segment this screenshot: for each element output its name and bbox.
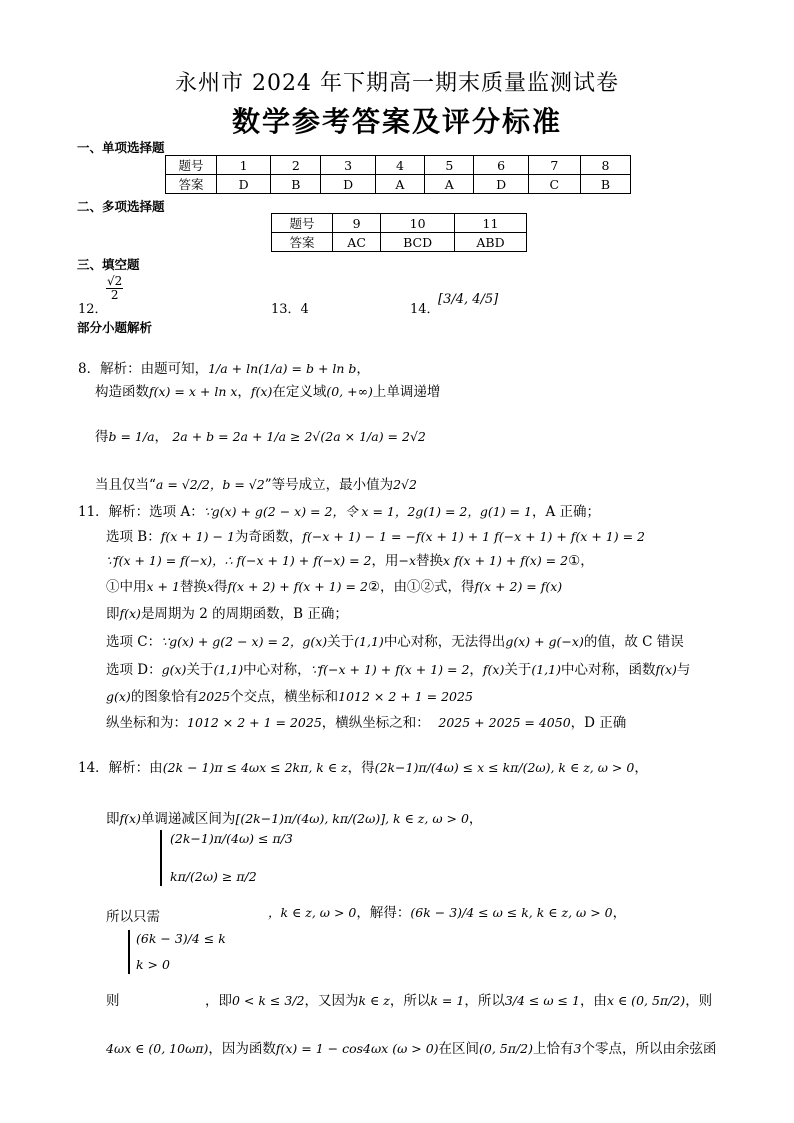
p11-text: 替换	[416, 553, 444, 569]
p14-text: ，所以	[389, 993, 431, 1009]
p14-text: 单调递减区间为	[140, 811, 236, 827]
section-fill-blank-heading: 三、填空题	[77, 257, 140, 272]
section-multi-choice-heading: 二、多项选择题	[77, 199, 165, 214]
p11-text: 中心对称，	[243, 662, 311, 678]
p11-text: 为奇函数，	[234, 529, 303, 545]
q13-answer: 13．4	[271, 302, 309, 317]
q14-answer: [3/4, 4/5]	[438, 292, 499, 307]
p11-math: f(x)	[119, 606, 141, 621]
p14-line-5	[106, 1040, 716, 1058]
p14-math: x ∈ (0, 5π/2)	[606, 993, 686, 1008]
p11-text: 中心对称，无法得出	[383, 634, 506, 650]
p14-system-2	[128, 930, 226, 974]
p14-text: ，	[612, 905, 627, 921]
table-row	[272, 233, 527, 252]
table-cell: 1	[217, 156, 271, 175]
q12-denominator: 2	[110, 288, 119, 302]
table-cell: A	[425, 175, 474, 194]
p14-math: ，k ∈ z, ω > 0	[268, 905, 357, 920]
table-cell: D	[321, 175, 375, 194]
p14-math: 3	[573, 1041, 582, 1056]
p11-text: ①，	[568, 553, 594, 569]
p11-text: ，A 正确；	[531, 504, 601, 520]
p8-math: 2a + b = 2a + 1/a ≥ 2√(2a × 1/a) = 2√2	[172, 429, 426, 444]
table-row	[166, 156, 631, 175]
p8-line-4	[95, 476, 417, 494]
p14-math: 3/4 ≤ ω ≤ 1	[504, 993, 580, 1008]
p8-line-2	[95, 383, 440, 401]
p11-line-7	[106, 661, 690, 679]
multi-choice-table	[271, 213, 527, 252]
row-label-answer: 答案	[166, 175, 217, 194]
p8-text: 在定义域	[272, 384, 327, 400]
p14-text: ，即	[205, 993, 232, 1009]
section-single-choice-heading: 一、单项选择题	[77, 140, 165, 155]
p14-text: ，因为函数	[208, 1041, 276, 1057]
single-choice-table	[165, 155, 631, 194]
p14-line-1	[78, 759, 648, 777]
row-label-question: 题号	[166, 156, 217, 175]
table-cell: 7	[528, 156, 580, 175]
p14-system-1	[160, 830, 293, 886]
table-cell: 6	[474, 156, 528, 175]
exam-title: 永州市 2024 年下期高一期末质量监测试卷	[175, 71, 619, 96]
table-row	[166, 175, 631, 194]
p14-math: k > 0	[136, 957, 170, 972]
p14-text: 14．解析：由	[78, 760, 163, 776]
p8-text: 当且仅当“	[95, 477, 156, 493]
p14-math: f(x)	[119, 811, 141, 826]
p11-math: x + 1	[146, 579, 180, 594]
p11-line-4	[106, 578, 562, 596]
p14-line-3b	[268, 904, 626, 922]
p8-line-3	[95, 428, 426, 446]
p11-line-1	[78, 503, 600, 521]
q12-numerator: √2	[107, 274, 123, 288]
p8-math: f(x) = x + ln x	[149, 384, 238, 399]
p11-text: ，横纵坐标之和：	[321, 715, 430, 731]
p8-text: ，	[356, 361, 370, 377]
table-cell: D	[474, 175, 528, 194]
p14-text: ，得	[347, 760, 375, 776]
p11-line-2	[106, 528, 645, 546]
p11-text: 选项 D：	[106, 662, 162, 678]
p11-math: ∵g(x) + g(2 − x) = 2，令 x = 1，2g(1) = 2，g(1) = 1	[203, 504, 532, 519]
p11-text: 即	[106, 606, 120, 622]
table-cell: 5	[425, 156, 474, 175]
p11-line-9	[106, 714, 626, 732]
p14-math: (6k − 3)/4 ≤ k	[136, 931, 226, 946]
table-cell: 3	[321, 156, 375, 175]
p11-math: 1012 × 2 + 1 = 2025	[187, 715, 322, 730]
p11-text: 中心对称，函数	[560, 662, 656, 678]
p8-text: 得	[95, 429, 109, 445]
p14-math: kπ/(2ω) ≥ π/2	[170, 869, 257, 884]
p14-line-4	[106, 992, 120, 1010]
p11-text: ，用	[371, 553, 399, 569]
p11-math: 1012 × 2 + 1 = 2025	[338, 689, 473, 704]
p11-line-6	[106, 633, 684, 651]
p11-math: ∵g(x) + g(2 − x) = 2，g(x)	[161, 634, 328, 649]
p11-math: (1,1)	[531, 662, 561, 677]
p11-text: 选项 B：	[106, 529, 161, 545]
p8-math: 1/a + ln(1/a) = b + ln b	[208, 361, 357, 376]
p14-math: k ∈ z	[358, 993, 390, 1008]
table-cell: ABD	[455, 233, 527, 252]
p11-math: (1,1)	[354, 634, 384, 649]
table-cell: 4	[375, 156, 424, 175]
p11-text: ，	[469, 662, 483, 678]
p11-math: f(x)	[655, 662, 677, 677]
p11-text: 替换	[179, 579, 207, 595]
p8-math: f(x)	[250, 384, 273, 399]
p11-text: 关于	[186, 662, 214, 678]
partial-solutions-heading: 部分小题解析	[77, 320, 153, 335]
table-cell: 9	[333, 214, 381, 233]
p14-text: ，由	[579, 993, 607, 1009]
p11-text: 关于	[327, 634, 355, 650]
q12-answer	[106, 275, 123, 302]
p11-math: ∵f(−x + 1) + f(x + 1) = 2	[310, 662, 470, 677]
p14-math: k = 1	[430, 993, 465, 1008]
p14-text: 即	[106, 811, 120, 827]
p11-math: g(x)	[161, 662, 187, 677]
p14-text: 则	[106, 993, 120, 1009]
p11-text: 是周期为 2 的周期函数，B 正确；	[140, 606, 348, 622]
p11-math: x	[206, 579, 214, 594]
p11-math: g(x)	[106, 689, 131, 704]
p14-line-2	[106, 810, 482, 828]
p14-math: (6k − 3)/4 ≤ ω ≤ k, k ∈ z, ω > 0	[410, 905, 613, 920]
p14-line-3	[106, 908, 160, 926]
table-cell: D	[217, 175, 271, 194]
p14-text: ，	[634, 760, 648, 776]
p11-text: 个交点，横坐标和	[230, 689, 339, 705]
table-cell: 2	[271, 156, 321, 175]
p11-text: 11．解析：选项 A：	[78, 504, 204, 520]
p14-text: 在区间	[438, 1041, 480, 1057]
p14-math: (2k − 1)π ≤ 4ωx ≤ 2kπ, k ∈ z	[162, 760, 348, 775]
p14-math: (2k−1)π/(4ω) ≤ π/3	[170, 831, 293, 846]
p11-text: ，D 正确	[570, 715, 627, 731]
p8-text: 构造函数	[95, 384, 149, 400]
p8-math: 2√2	[393, 477, 417, 492]
p14-line-4b	[205, 992, 712, 1010]
table-cell: AC	[333, 233, 381, 252]
answer-title: 数学参考答案及评分标准	[231, 105, 562, 138]
row-label-question: 题号	[272, 214, 333, 233]
p11-text: 得	[214, 579, 228, 595]
p11-math: −x	[398, 553, 417, 568]
p8-math: (0, +∞)	[326, 384, 373, 399]
p11-math: f(x + 1) − 1	[160, 529, 235, 544]
p11-text: ②，由①②式，得	[367, 579, 475, 595]
table-cell: 10	[381, 214, 455, 233]
p14-text: ，所以	[464, 993, 505, 1009]
p8-text: ，	[237, 384, 251, 400]
p14-math: (0, 5π/2)	[479, 1041, 534, 1056]
p14-math: [(2k−1)π/(4ω), kπ/(2ω)], k ∈ z, ω > 0	[235, 811, 469, 826]
row-label-answer: 答案	[272, 233, 333, 252]
p8-math: a = √2/2，b = √2	[155, 477, 265, 492]
p14-text: ，	[468, 811, 483, 827]
p8-line-1	[78, 360, 370, 378]
p11-math: f(x + 2) + f(x + 1) = 2	[227, 579, 368, 594]
table-cell: A	[375, 175, 424, 194]
p11-text: 纵坐标和为：	[106, 715, 187, 731]
p8-text: 上单调递增	[372, 384, 441, 400]
q12-label: 12．	[78, 302, 108, 317]
p11-text: 的值，故 C 错误	[583, 634, 684, 650]
p11-math: f(x + 2) = f(x)	[474, 579, 563, 594]
table-cell: C	[528, 175, 580, 194]
p14-math: f(x) = 1 − cos4ωx (ω > 0)	[275, 1041, 439, 1056]
table-cell: B	[271, 175, 321, 194]
p14-math: 4ωx ∈ (0, 10ωπ)	[106, 1041, 209, 1056]
p11-math: g(x) + g(−x)	[505, 634, 584, 649]
p11-math: f(−x + 1) − 1 = −f(x + 1) + 1 f(−x + 1) + f(x + 1) = 2	[302, 529, 645, 544]
p11-text: 关于	[504, 662, 532, 678]
p11-math: f(x)	[482, 662, 505, 677]
p11-line-3	[106, 552, 594, 570]
p14-math: (2k−1)π/(4ω) ≤ x ≤ kπ/(2ω), k ∈ z, ω > 0	[374, 760, 635, 775]
table-cell: BCD	[381, 233, 455, 252]
p14-text: 上恰有	[533, 1041, 574, 1057]
p11-math: (1,1)	[213, 662, 244, 677]
table-cell: 11	[455, 214, 527, 233]
p14-text: ，则	[685, 993, 713, 1009]
q14-label: 14．	[410, 302, 440, 317]
p11-math: 2025 + 2025 = 4050	[438, 715, 571, 730]
p11-text: 的图象恰有	[130, 689, 199, 705]
p11-math: ，∴ f(−x + 1) + f(−x) = 2	[212, 553, 372, 568]
p11-math: x f(x + 1) + f(x) = 2	[443, 553, 569, 568]
p8-math: b = 1/a	[108, 429, 155, 444]
p14-text: 所以只需	[106, 909, 160, 925]
p14-math: 0 < k ≤ 3/2	[232, 993, 305, 1008]
table-cell: B	[580, 175, 630, 194]
p11-line-8	[106, 688, 473, 706]
p8-text: ，	[154, 429, 169, 445]
p14-text: ，又因为	[304, 993, 359, 1009]
p11-line-5	[106, 605, 348, 623]
p11-text: ①中用	[106, 579, 147, 595]
p14-text: 个零点，所以由余弦函	[581, 1041, 717, 1057]
p8-text: ”等号成立，最小值为	[264, 477, 394, 493]
p11-text: 与	[676, 662, 691, 678]
table-cell: 8	[580, 156, 630, 175]
p11-math: ∵f(x + 1) = f(−x)	[106, 553, 213, 568]
table-row	[272, 214, 527, 233]
p14-text: ，解得：	[356, 905, 411, 921]
p11-text: 选项 C：	[106, 634, 162, 650]
p11-math: 2025	[198, 689, 231, 704]
p8-text: 8．解析：由题可知，	[78, 361, 209, 377]
